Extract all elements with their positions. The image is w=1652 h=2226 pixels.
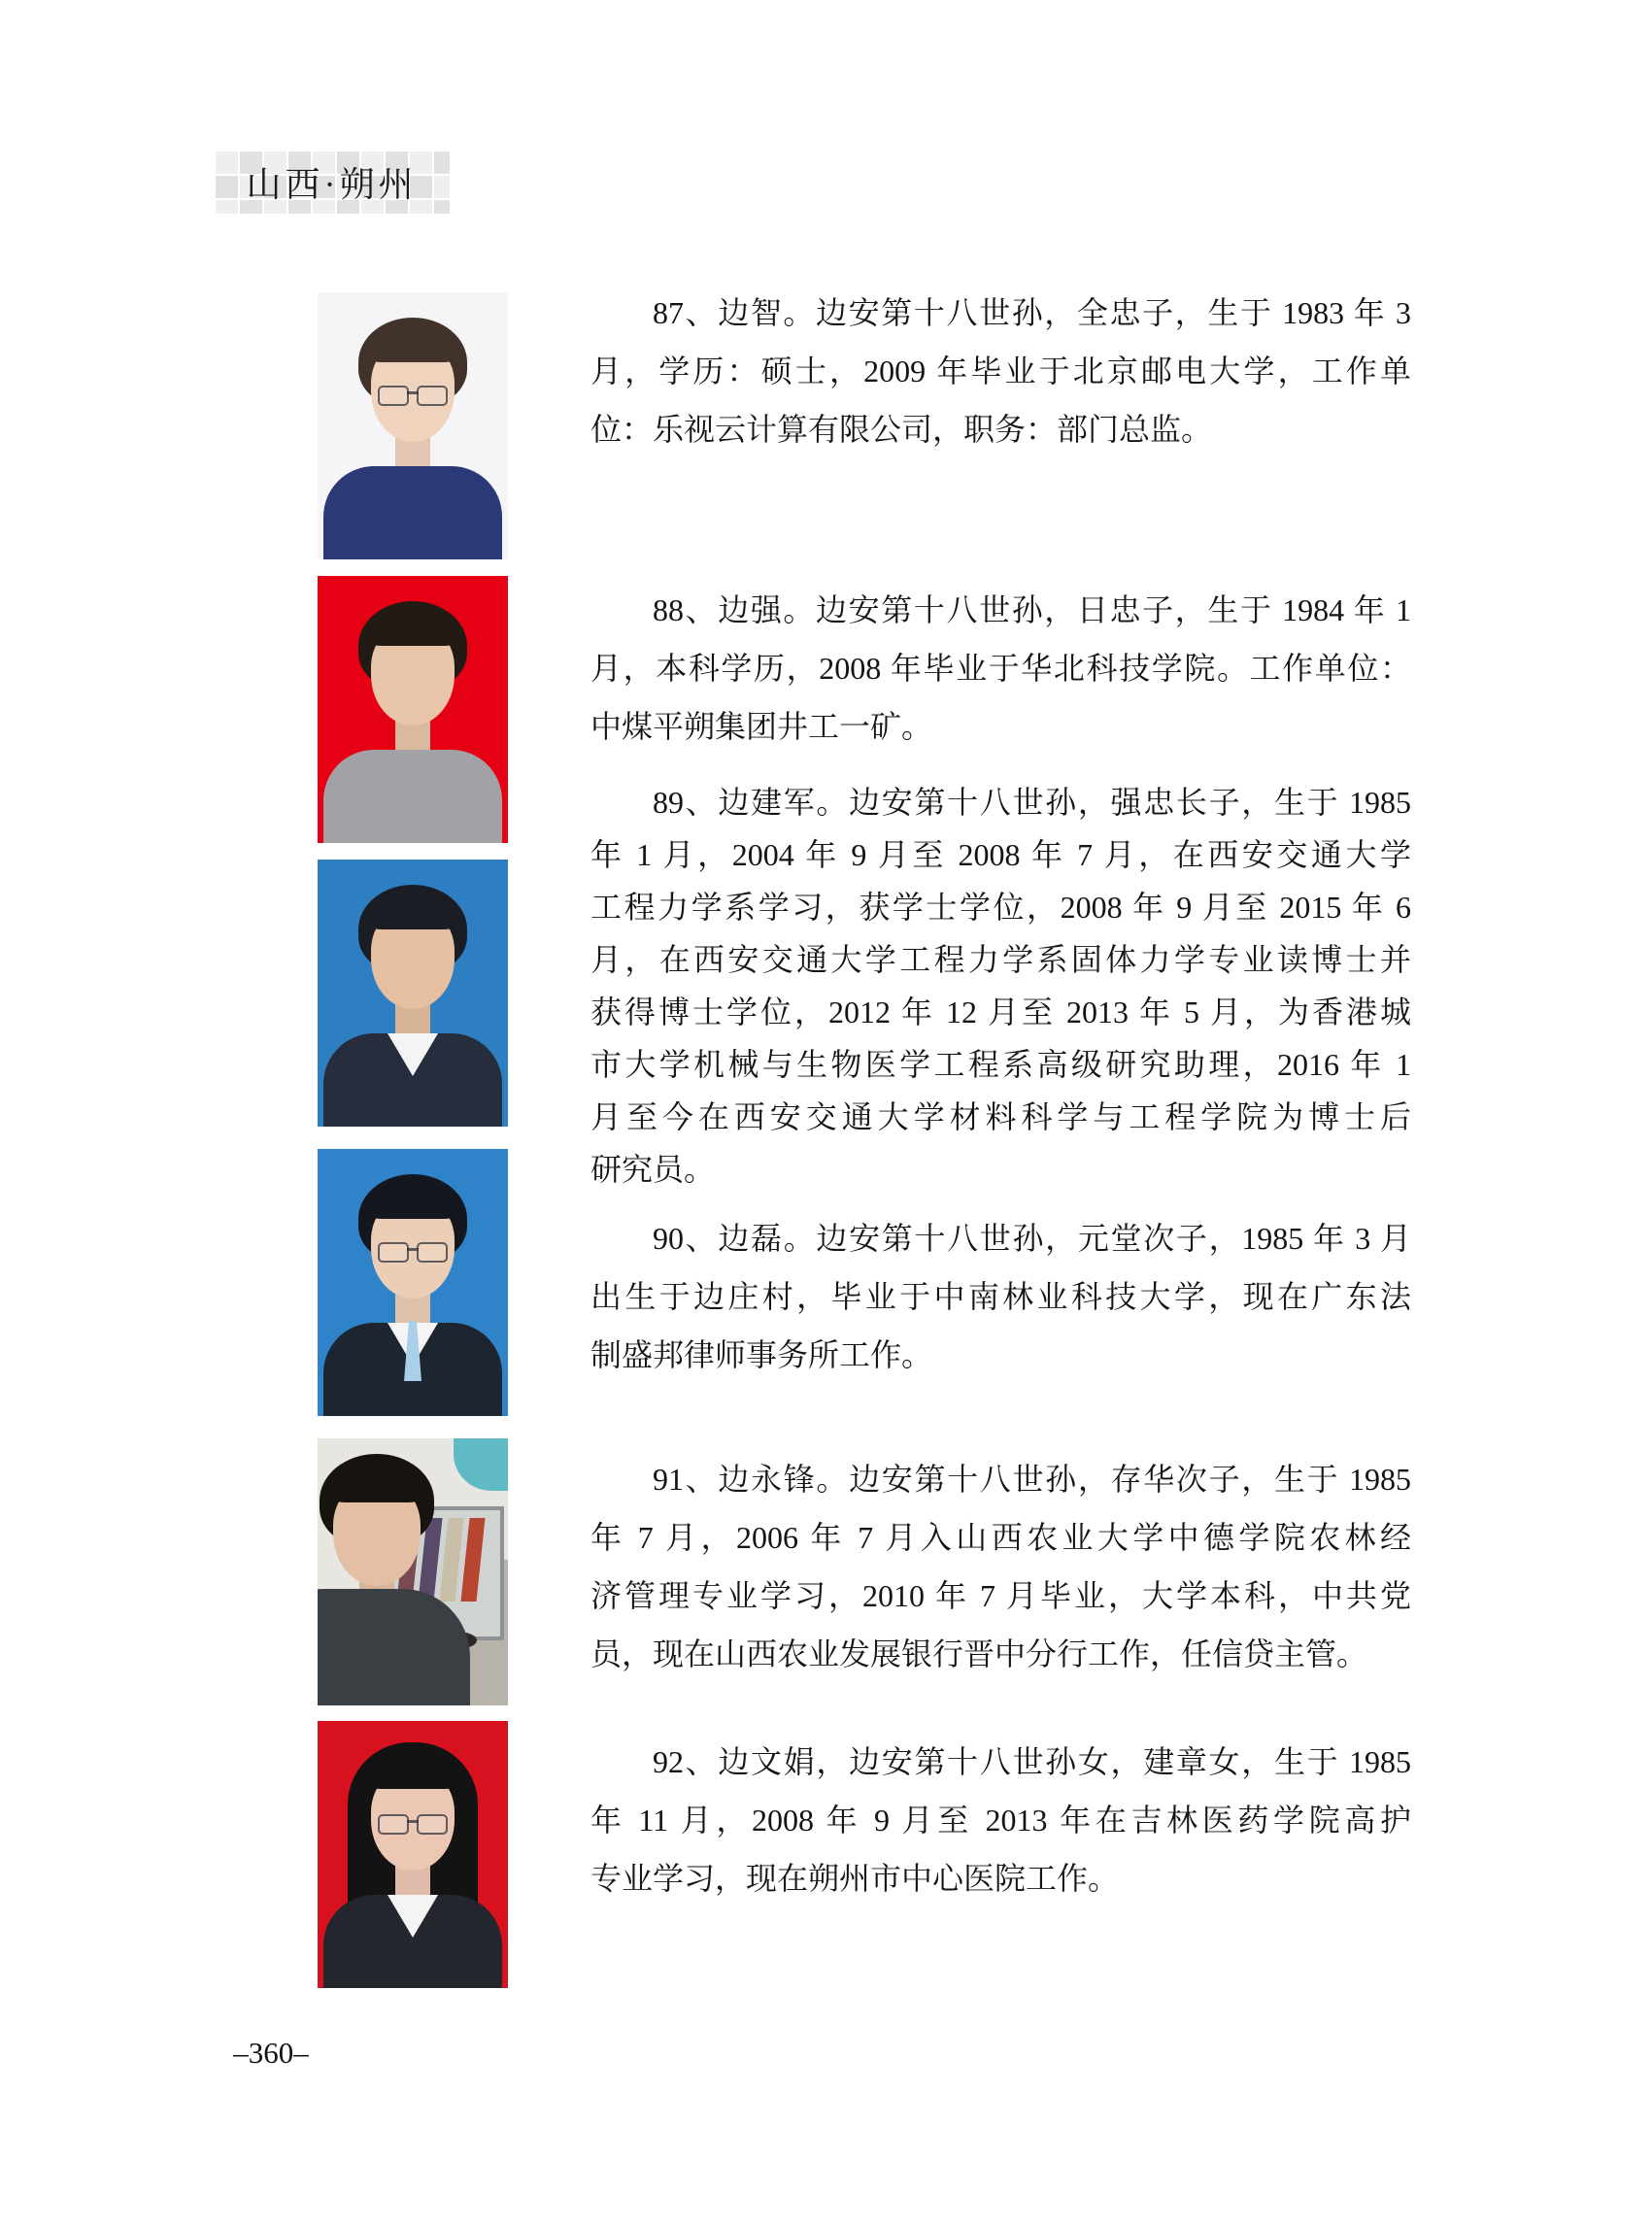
page-number: –360– [233, 2036, 309, 2070]
portrait-clothes [318, 1589, 470, 1705]
entry-88-paragraph [590, 581, 1411, 756]
entry-89-paragraph [590, 776, 1411, 1196]
portrait-fringe [368, 619, 457, 646]
entry-92-line: 年 11 月，2008 年 9 月至 2013 年在吉林医药学院高护 [590, 1803, 1411, 1838]
portrait-photo-92 [318, 1721, 508, 1988]
portrait-photo-90 [318, 1149, 508, 1416]
entry-89-line: 研究员。 [590, 1152, 716, 1187]
entry-90-line: 90、边磊。边安第十八世孙，元堂次子，1985 年 3 月 [653, 1221, 1411, 1256]
entry-91-line: 济管理专业学习，2010 年 7 月毕业，大学本科，中共党 [590, 1578, 1411, 1613]
entry-89-line: 月至今在西安交通大学材料科学与工程学院为博士后 [590, 1099, 1411, 1134]
portrait-photo-87 [318, 292, 508, 559]
portrait-fringe [368, 335, 457, 362]
entry-87-line: 月，学历：硕士，2009 年毕业于北京邮电大学，工作单 [590, 354, 1411, 388]
portrait-fringe [368, 1192, 457, 1219]
region-badge [214, 150, 450, 214]
entry-88-line: 月，本科学历，2008 年毕业于华北科技学院。工作单位： [590, 651, 1411, 686]
glasses-icon [376, 1242, 450, 1260]
entry-87-line: 位：乐视云计算有限公司，职务：部门总监。 [590, 412, 1213, 447]
entry-89-line: 年 1 月，2004 年 9 月至 2008 年 7 月，在西安交通大学 [590, 837, 1411, 872]
entry-89-line: 月，在西安交通大学工程力学系固体力学专业读博士并 [590, 942, 1411, 977]
portrait-fringe [332, 1475, 421, 1502]
glasses-icon [376, 386, 450, 403]
entry-92-paragraph [590, 1733, 1411, 1907]
scene-folder [460, 1518, 485, 1602]
entry-91-line: 员，现在山西农业发展银行晋中分行工作，任信贷主管。 [590, 1636, 1368, 1671]
portrait-fringe [368, 902, 457, 929]
entry-90-line: 制盛邦律师事务所工作。 [590, 1337, 933, 1372]
entry-89-line: 89、边建军。边安第十八世孙，强忠长子，生于 1985 [653, 785, 1411, 820]
entry-90-paragraph [590, 1209, 1411, 1384]
entry-91-paragraph [590, 1450, 1411, 1683]
entry-87-line: 87、边智。边安第十八世孙，全忠子，生于 1983 年 3 [653, 295, 1411, 330]
entry-88-line: 中煤平朔集团井工一矿。 [590, 709, 933, 744]
portrait-photo-88 [318, 576, 508, 843]
entry-92-line: 92、边文娟，边安第十八世孙女，建章女，生于 1985 [653, 1744, 1411, 1779]
entry-89-line: 市大学机械与生物医学工程系高级研究助理，2016 年 1 [590, 1047, 1411, 1082]
portrait-fringe [366, 1760, 459, 1789]
entry-87-paragraph [590, 284, 1411, 458]
entry-91-line: 91、边永锋。边安第十八世孙，存华次子，生于 1985 [653, 1462, 1411, 1497]
scene-bucket [454, 1438, 508, 1491]
portrait-person [318, 1438, 455, 1705]
region-badge-label: 山西·朔州 [246, 164, 418, 204]
entry-89-line: 工程力学系学习，获学士学位，2008 年 9 月至 2015 年 6 [590, 890, 1411, 925]
entry-91-line: 年 7 月，2006 年 7 月入山西农业大学中德学院农林经 [590, 1520, 1411, 1555]
entry-92-line: 专业学习，现在朔州市中心医院工作。 [590, 1861, 1120, 1896]
portrait-clothes [323, 466, 502, 559]
portrait-clothes [323, 750, 502, 843]
entry-90-line: 出生于边庄村，毕业于中南林业科技大学，现在广东法 [590, 1279, 1411, 1314]
portrait-photo-89 [318, 860, 508, 1127]
entry-88-line: 88、边强。边安第十八世孙，日忠子，生于 1984 年 1 [653, 592, 1411, 627]
glasses-icon [376, 1814, 450, 1832]
entry-89-line: 获得博士学位，2012 年 12 月至 2013 年 5 月，为香港城 [590, 995, 1411, 1029]
portrait-photo-91 [318, 1438, 508, 1705]
